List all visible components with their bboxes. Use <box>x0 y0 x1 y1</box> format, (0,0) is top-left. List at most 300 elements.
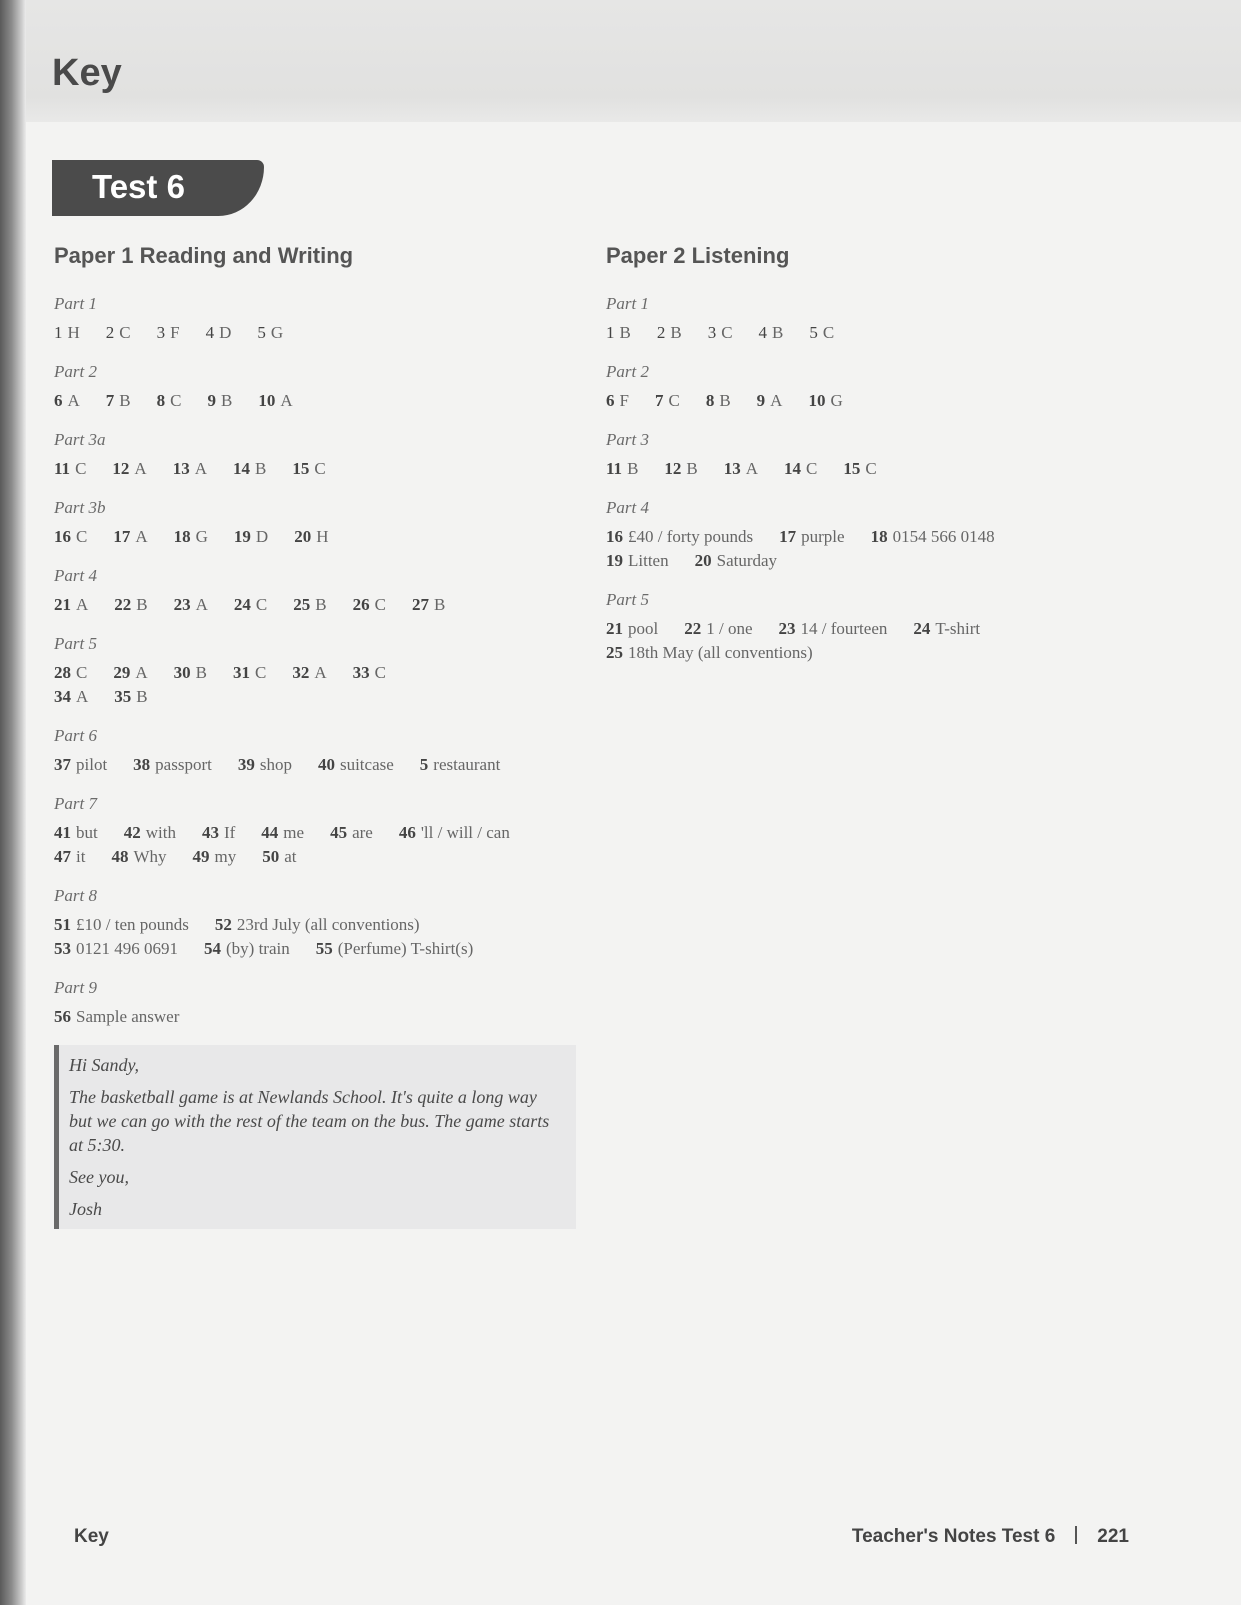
answer-item <box>684 617 752 641</box>
answer-text: A <box>67 391 80 410</box>
answer-item <box>54 321 80 345</box>
question-number: 13 <box>723 459 741 478</box>
question-number: 8 <box>705 391 715 410</box>
part-label: Part 9 <box>54 978 97 997</box>
answer-text: A <box>314 663 327 682</box>
paper1-title: Paper 1 Reading and Writing <box>54 243 354 268</box>
answer-item <box>843 457 876 481</box>
answer-text: C <box>76 663 88 682</box>
answer-text: £40 / forty pounds <box>628 527 754 546</box>
question-number: 2 <box>105 323 115 342</box>
answer-text: F <box>619 391 629 410</box>
answer-text: A <box>135 527 148 546</box>
question-number: 38 <box>133 755 151 774</box>
answer-text: A <box>134 459 147 478</box>
answer-text: B <box>670 323 682 342</box>
answer-item <box>606 641 813 665</box>
answer-text: H <box>316 527 329 546</box>
answer-item <box>114 685 147 709</box>
question-number: 23 <box>778 619 796 638</box>
question-number: 29 <box>113 663 131 682</box>
answer-item <box>174 661 207 685</box>
question-number: 21 <box>606 619 623 638</box>
answer-item <box>54 661 87 685</box>
paper2-title: Paper 2 Listening <box>606 243 790 268</box>
question-number: 16 <box>54 527 71 546</box>
answer-text: B <box>433 595 446 614</box>
question-number: 26 <box>352 595 370 614</box>
question-number: 33 <box>352 663 370 682</box>
answer-line <box>54 913 584 937</box>
answer-text: B <box>136 595 148 614</box>
paper2-column <box>606 243 1106 681</box>
question-number: 41 <box>54 823 71 842</box>
answer-item <box>318 753 394 777</box>
answer-text: Saturday <box>716 551 778 570</box>
book-spine-shadow <box>0 0 26 1605</box>
question-number: 48 <box>111 847 129 866</box>
footer-book-title: Teacher's Notes Test 6 <box>851 1526 1056 1547</box>
question-number: 37 <box>54 755 71 774</box>
answer-item <box>233 661 266 685</box>
answer-text: C <box>374 595 386 614</box>
question-number: 55 <box>315 939 333 958</box>
part-label: Part 1 <box>54 294 97 313</box>
answer-item <box>215 913 420 937</box>
answer-text: 14 / fourteen <box>800 619 888 638</box>
answer-text: B <box>772 323 784 342</box>
answer-text: B <box>254 459 267 478</box>
answer-text: B <box>119 391 131 410</box>
part-label: Part 5 <box>54 634 97 653</box>
sample-body: The basketball game is at Newlands School. It's quite a long way but we can go with the rest of the team on the bus. The game starts at 5:30. <box>69 1087 550 1155</box>
footer-divider <box>1075 1526 1077 1544</box>
footer-right <box>852 1526 1129 1548</box>
answer-item <box>54 821 98 845</box>
answer-item <box>114 593 147 617</box>
answer-text: suitcase <box>339 755 394 774</box>
answer-text: B <box>686 459 698 478</box>
answer-part <box>54 429 584 481</box>
answer-item <box>106 321 131 345</box>
footer-section-label: Key <box>74 1526 109 1547</box>
answer-line <box>606 525 1106 549</box>
page-title: Key <box>52 52 122 94</box>
question-number: 28 <box>54 663 71 682</box>
answer-part <box>606 497 1106 573</box>
answer-text: C <box>119 323 131 342</box>
answer-item <box>174 593 208 617</box>
answer-part <box>606 429 1106 481</box>
question-number: 17 <box>779 527 797 546</box>
answer-item <box>330 821 373 845</box>
answer-text: If <box>223 823 236 842</box>
answer-text: H <box>67 323 80 342</box>
question-number: 10 <box>808 391 826 410</box>
answer-item <box>54 457 86 481</box>
answer-line <box>54 389 584 413</box>
question-number: 13 <box>172 459 190 478</box>
answer-text: it <box>76 847 86 866</box>
question-number: 3 <box>156 323 166 342</box>
answer-item <box>54 685 88 709</box>
answer-text: 18th May (all conventions) <box>628 643 813 662</box>
answer-line <box>54 525 584 549</box>
answer-item <box>695 549 777 573</box>
answer-item <box>157 389 182 413</box>
answer-text: 'll / will / can <box>420 823 510 842</box>
question-number: 4 <box>205 323 215 342</box>
question-number: 11 <box>54 459 71 478</box>
question-number: 46 <box>398 823 416 842</box>
question-number: 14 <box>784 459 802 478</box>
question-number: 7 <box>105 391 115 410</box>
question-number: 5 <box>257 323 266 342</box>
part-label: Part 4 <box>54 566 97 585</box>
answer-text: C <box>255 595 268 614</box>
answer-text: A <box>770 391 783 410</box>
answer-text: C <box>76 527 88 546</box>
answer-item <box>234 525 268 549</box>
answer-text: C <box>806 459 818 478</box>
answer-item <box>606 457 638 481</box>
answer-item <box>316 937 474 961</box>
question-number: 16 <box>606 527 623 546</box>
answer-item <box>202 821 235 845</box>
sample-answer-box <box>54 1045 576 1229</box>
question-number: 25 <box>606 643 623 662</box>
answer-item <box>655 389 680 413</box>
question-number: 19 <box>606 551 623 570</box>
answer-item <box>779 617 888 641</box>
answer-item <box>106 389 131 413</box>
question-number: 17 <box>113 527 131 546</box>
question-number: 24 <box>913 619 931 638</box>
answer-item <box>234 593 267 617</box>
answer-line <box>606 321 1106 345</box>
answer-text: G <box>830 391 843 410</box>
part-label: Part 4 <box>606 498 649 517</box>
answer-item <box>54 525 87 549</box>
answer-item <box>399 821 510 845</box>
answer-text: pilot <box>76 755 108 774</box>
question-number: 44 <box>261 823 279 842</box>
answer-text: C <box>314 459 326 478</box>
question-number: 56 <box>54 1007 71 1026</box>
answer-text: B <box>315 595 327 614</box>
answer-line <box>606 389 1106 413</box>
answer-item <box>261 821 304 845</box>
part-label: Part 3b <box>54 498 106 517</box>
part-label: Part 2 <box>606 362 649 381</box>
answer-text: 0154 566 0148 <box>892 527 995 546</box>
answer-item <box>292 457 325 481</box>
answer-part <box>606 589 1106 665</box>
question-number: 52 <box>214 915 232 934</box>
part-label: Part 7 <box>54 794 97 813</box>
part-label: Part 6 <box>54 726 97 745</box>
answer-item <box>293 593 326 617</box>
answer-text: A <box>745 459 759 478</box>
sample-signature: Josh <box>69 1199 102 1219</box>
answer-item <box>757 389 783 413</box>
question-number: 18 <box>870 527 888 546</box>
test-label: Test 6 <box>92 168 185 205</box>
answer-part <box>606 361 1106 413</box>
question-number: 6 <box>606 391 615 410</box>
answer-item <box>113 661 147 685</box>
answer-item <box>113 525 147 549</box>
question-number: 10 <box>258 391 276 410</box>
question-number: 8 <box>156 391 166 410</box>
question-number: 27 <box>411 595 429 614</box>
answer-part <box>54 793 584 869</box>
answer-text: (by) train <box>226 939 290 958</box>
answer-item <box>292 661 326 685</box>
answer-line <box>54 661 584 685</box>
answer-text: 1 / one <box>706 619 753 638</box>
answer-line <box>54 937 584 961</box>
answer-item <box>193 845 237 869</box>
answer-part <box>606 293 1106 345</box>
answer-text: A <box>194 459 207 478</box>
question-number: 12 <box>112 459 130 478</box>
answer-item <box>204 937 290 961</box>
answer-text: G <box>270 323 284 342</box>
answer-line <box>54 593 584 617</box>
answer-item <box>808 389 842 413</box>
question-number: 2 <box>656 323 666 342</box>
question-number: 9 <box>756 391 766 410</box>
answer-text: Sample answer <box>76 1007 180 1026</box>
question-number: 6 <box>54 391 63 410</box>
answer-item <box>353 593 386 617</box>
answer-text: (Perfume) T-shirt(s) <box>337 939 474 958</box>
answer-item <box>706 389 731 413</box>
answer-item <box>133 753 212 777</box>
answer-text: C <box>374 663 386 682</box>
answer-line <box>54 685 584 709</box>
answer-item <box>54 913 189 937</box>
answer-item <box>664 457 697 481</box>
answer-text: B <box>195 663 207 682</box>
answer-part <box>54 633 584 709</box>
answer-text: purple <box>801 527 845 546</box>
answer-item <box>353 661 386 685</box>
answer-item <box>54 937 178 961</box>
answer-text: A <box>280 391 293 410</box>
answer-item <box>412 593 445 617</box>
answer-item <box>809 321 834 345</box>
question-number: 40 <box>317 755 335 774</box>
part-label: Part 5 <box>606 590 649 609</box>
question-number: 18 <box>173 527 191 546</box>
answer-item <box>606 549 669 573</box>
paper1-column <box>54 243 584 1229</box>
answer-text: B <box>619 323 631 342</box>
answer-item <box>759 321 784 345</box>
question-number: 11 <box>606 459 623 478</box>
question-number: 35 <box>114 687 132 706</box>
question-number: 49 <box>192 847 210 866</box>
answer-item <box>233 457 266 481</box>
part-label: Part 3 <box>606 430 649 449</box>
answer-text: shop <box>259 755 292 774</box>
answer-line <box>606 457 1106 481</box>
answer-text: but <box>76 823 98 842</box>
answer-item <box>54 753 107 777</box>
header-band <box>26 0 1241 122</box>
answer-text: are <box>352 823 373 842</box>
answer-text: A <box>76 687 89 706</box>
answer-item <box>54 389 80 413</box>
question-number: 7 <box>654 391 664 410</box>
part-label: Part 1 <box>606 294 649 313</box>
question-number: 1 <box>54 323 63 342</box>
answer-item <box>54 1005 179 1029</box>
answer-item <box>294 525 328 549</box>
answer-text: with <box>145 823 176 842</box>
answer-text: A <box>76 595 89 614</box>
answer-text: C <box>75 459 87 478</box>
question-number: 14 <box>232 459 250 478</box>
question-number: 51 <box>54 915 71 934</box>
question-number: 12 <box>664 459 682 478</box>
answer-item <box>206 321 232 345</box>
answer-text: at <box>284 847 297 866</box>
answer-item <box>420 753 501 777</box>
sample-closing: See you, <box>69 1167 129 1187</box>
question-number: 22 <box>114 595 132 614</box>
page-number: 221 <box>1097 1526 1129 1547</box>
answer-part <box>54 293 584 345</box>
answer-item <box>871 525 995 549</box>
answer-text: my <box>214 847 237 866</box>
answer-item <box>262 845 296 869</box>
answer-text: C <box>721 323 733 342</box>
answer-line <box>54 821 584 845</box>
answer-line <box>54 1005 584 1029</box>
answer-text: C <box>170 391 182 410</box>
question-number: 42 <box>123 823 141 842</box>
answer-line <box>606 641 1106 665</box>
answer-text: F <box>170 323 180 342</box>
answer-part <box>54 725 584 777</box>
answer-item <box>784 457 817 481</box>
answer-text: 0121 496 0691 <box>76 939 178 958</box>
answer-item <box>157 321 180 345</box>
answer-text: B <box>627 459 639 478</box>
answer-item <box>606 525 753 549</box>
question-number: 20 <box>294 527 312 546</box>
answer-text: passport <box>155 755 212 774</box>
answer-text: D <box>255 527 269 546</box>
question-number: 23 <box>173 595 191 614</box>
answer-text: C <box>668 391 680 410</box>
answer-text: Why <box>133 847 167 866</box>
question-number: 24 <box>233 595 251 614</box>
answer-line <box>606 549 1106 573</box>
answer-text: A <box>135 663 148 682</box>
part-label: Part 3a <box>54 430 106 449</box>
answer-text: 23rd July (all conventions) <box>236 915 420 934</box>
question-number: 43 <box>201 823 219 842</box>
answer-item <box>657 321 682 345</box>
question-number: 32 <box>292 663 310 682</box>
answer-item <box>708 321 733 345</box>
paper1-parts <box>54 293 584 1029</box>
answer-item <box>207 389 232 413</box>
question-number: 9 <box>207 391 216 410</box>
sample-greeting: Hi Sandy, <box>69 1055 139 1075</box>
answer-text: C <box>254 663 267 682</box>
answer-text: A <box>195 595 208 614</box>
answer-item <box>111 845 166 869</box>
answer-item <box>112 457 146 481</box>
answer-item <box>258 389 292 413</box>
answer-text: B <box>220 391 233 410</box>
answer-item <box>606 321 631 345</box>
answer-text: me <box>283 823 305 842</box>
question-number: 50 <box>262 847 280 866</box>
answer-line <box>54 845 584 869</box>
answer-part <box>54 361 584 413</box>
question-number: 25 <box>293 595 311 614</box>
question-number: 47 <box>54 847 71 866</box>
question-number: 22 <box>684 619 702 638</box>
question-number: 39 <box>237 755 255 774</box>
question-number: 20 <box>694 551 712 570</box>
question-number: 19 <box>233 527 251 546</box>
answer-item <box>724 457 758 481</box>
question-number: 53 <box>54 939 71 958</box>
answer-text: pool <box>628 619 659 638</box>
answer-text: G <box>195 527 208 546</box>
answer-line <box>54 457 584 481</box>
answer-text: T-shirt <box>935 619 981 638</box>
question-number: 54 <box>204 939 221 958</box>
answer-item <box>54 593 88 617</box>
paper2-parts <box>606 293 1106 665</box>
answer-line <box>54 753 584 777</box>
answer-item <box>124 821 176 845</box>
answer-item <box>173 457 207 481</box>
answer-item <box>174 525 208 549</box>
answer-part <box>54 885 584 961</box>
question-number: 21 <box>54 595 71 614</box>
question-number: 30 <box>173 663 191 682</box>
answer-text: restaurant <box>433 755 501 774</box>
answer-text: B <box>136 687 148 706</box>
answer-line <box>54 321 584 345</box>
question-number: 5 <box>809 323 818 342</box>
part-label: Part 2 <box>54 362 97 381</box>
answer-part <box>54 977 584 1029</box>
answer-item <box>606 389 629 413</box>
answer-part <box>54 565 584 617</box>
answer-item <box>257 321 283 345</box>
answer-part <box>54 497 584 549</box>
question-number: 4 <box>758 323 768 342</box>
answer-item <box>238 753 292 777</box>
answer-text: C <box>865 459 877 478</box>
question-number: 15 <box>843 459 861 478</box>
answer-line <box>606 617 1106 641</box>
question-number: 5 <box>419 755 429 774</box>
answer-text: Litten <box>628 551 669 570</box>
part-label: Part 8 <box>54 886 97 905</box>
question-number: 15 <box>292 459 310 478</box>
